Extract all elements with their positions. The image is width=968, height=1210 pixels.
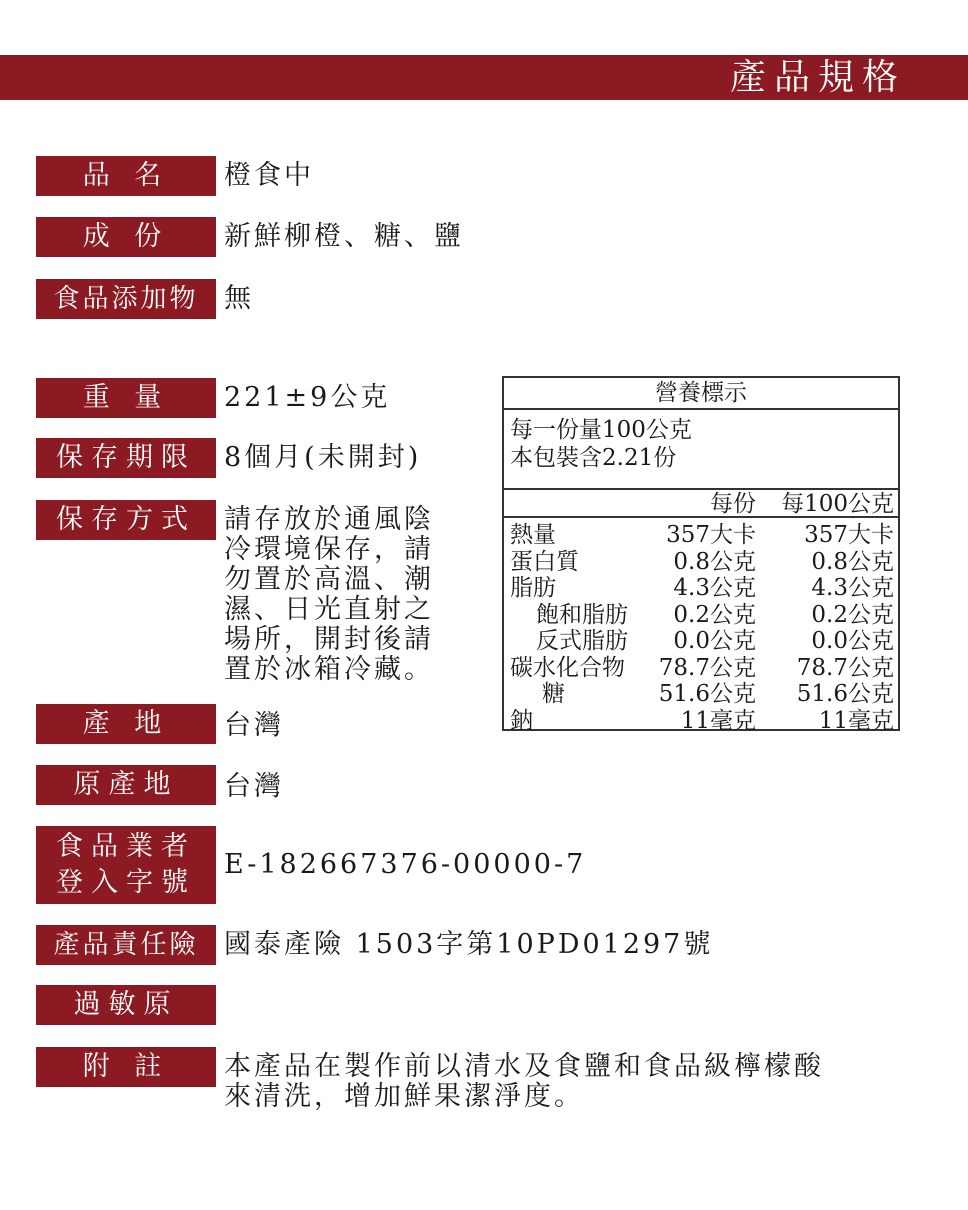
storage-line: 場所，開封後請 <box>224 624 434 655</box>
table-row <box>510 522 894 549</box>
label-product-name: 品 名 <box>36 156 216 196</box>
nutrient-per-serving: 11毫克 <box>680 707 756 734</box>
value-shelf-life: 8個月(未開封) <box>224 442 422 473</box>
value-insurance: 國泰產險 1503字第10PD01297號 <box>224 929 714 960</box>
nutrition-rows <box>504 518 898 734</box>
nutrient-per-100: 11毫克 <box>818 707 894 734</box>
label-registration-line: 登入字號 <box>56 867 196 898</box>
table-row <box>510 708 894 735</box>
label-origin: 原產地 <box>36 765 216 805</box>
storage-line: 請存放於通風陰 <box>224 504 434 535</box>
nutrient-name: 反式脂肪 <box>536 628 628 654</box>
nutrient-per-serving: 78.7公克 <box>658 654 756 681</box>
nutrient-name: 脂肪 <box>510 575 556 601</box>
storage-line: 冷環境保存，請 <box>224 534 434 565</box>
label-weight: 重 量 <box>36 378 216 418</box>
label-shelf-life: 保存期限 <box>36 438 216 478</box>
label-notes: 附 註 <box>36 1047 216 1087</box>
value-notes <box>224 1052 824 1112</box>
table-row <box>510 655 894 682</box>
value-weight: 221±9公克 <box>224 382 391 413</box>
nutrient-per-100: 357大卡 <box>804 522 894 548</box>
value-storage <box>224 505 434 685</box>
col-per-serving: 每份 <box>710 491 756 517</box>
serving-size: 每一份量100公克 <box>510 417 692 443</box>
nutrient-name: 碳水化合物 <box>510 654 625 681</box>
nutrition-table <box>502 376 900 734</box>
label-registration <box>36 826 216 904</box>
label-origin-place: 產 地 <box>36 704 216 744</box>
storage-line: 勿置於高溫、潮 <box>224 564 434 595</box>
value-product-name: 橙食中 <box>224 160 314 191</box>
table-row <box>510 628 894 655</box>
value-origin-place: 台灣 <box>224 710 284 741</box>
page-title: 產品規格 <box>729 57 906 98</box>
table-row <box>510 681 894 708</box>
nutrient-name: 熱量 <box>510 522 556 548</box>
value-ingredients: 新鮮柳橙、糖、鹽 <box>224 221 464 252</box>
notes-line: 來清洗，增加鮮果潔淨度。 <box>224 1081 584 1112</box>
value-registration: E-182667376-00000-7 <box>224 849 587 880</box>
value-additives: 無 <box>224 283 254 314</box>
storage-line: 置於冰箱冷藏。 <box>224 654 434 685</box>
table-row <box>510 549 894 576</box>
nutrient-per-100: 0.2公克 <box>811 601 894 628</box>
nutrient-per-100: 0.0公克 <box>811 628 894 654</box>
header-banner <box>0 55 968 100</box>
nutrition-header-row <box>504 490 898 518</box>
table-row <box>510 575 894 602</box>
label-ingredients: 成 份 <box>36 217 216 257</box>
label-insurance: 產品責任險 <box>36 925 216 965</box>
nutrient-name: 鈉 <box>510 707 533 734</box>
nutrient-per-serving: 0.8公克 <box>673 548 756 575</box>
nutrition-title: 營養標示 <box>504 378 898 410</box>
nutrient-per-100: 0.8公克 <box>811 548 894 575</box>
nutrient-per-serving: 4.3公克 <box>673 575 756 601</box>
label-storage: 保存方式 <box>36 500 216 540</box>
nutrition-serving-info <box>504 410 898 482</box>
nutrient-per-serving: 357大卡 <box>666 522 756 548</box>
label-registration-line: 食品業者 <box>56 831 196 862</box>
nutrient-per-serving: 51.6公克 <box>658 681 756 707</box>
storage-line: 濕、日光直射之 <box>224 594 434 625</box>
table-row <box>510 602 894 629</box>
nutrient-per-100: 4.3公克 <box>811 575 894 601</box>
nutrient-name: 蛋白質 <box>510 548 579 575</box>
nutrient-per-serving: 0.0公克 <box>673 628 756 654</box>
label-additives: 食品添加物 <box>36 279 216 319</box>
label-allergens: 過敏原 <box>36 985 216 1025</box>
servings-per-package: 本包裝含2.21份 <box>510 445 677 471</box>
col-per-100: 每100公克 <box>781 491 894 517</box>
nutrient-name: 飽和脂肪 <box>536 601 628 628</box>
notes-line: 本產品在製作前以清水及食鹽和食品級檸檬酸 <box>224 1051 824 1082</box>
nutrient-name: 糖 <box>542 681 565 707</box>
nutrient-per-100: 78.7公克 <box>796 654 894 681</box>
nutrient-per-serving: 0.2公克 <box>673 601 756 628</box>
value-origin: 台灣 <box>224 771 284 802</box>
nutrient-per-100: 51.6公克 <box>796 681 894 707</box>
